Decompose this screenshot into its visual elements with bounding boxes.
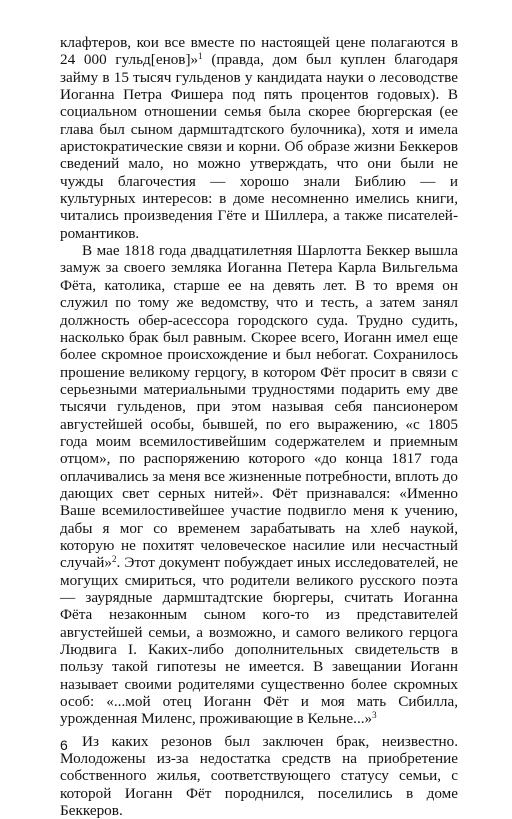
- footnote-ref-3[interactable]: 3: [372, 710, 377, 721]
- footnote-ref-1[interactable]: 1: [198, 51, 203, 62]
- footnote-ref-2[interactable]: 2: [112, 554, 117, 565]
- paragraph-1-text: клафтеров, кои все вместе по настоящей цене полагаются в 24 000 гульд[енов]»: [60, 34, 458, 69]
- paragraph-1-tail: (правда, дом был куплен благодаря займу в 15 тысяч гульденов у кандидата науки о лесоводстве Иоганна Петра Фишера под пять процентов годовых). В социальном отношении семья была скорее бюргерская (ее глава был сыном дармштадтского булочника), хотя и имела аристократические связи и корни. Об образе жизни Беккеров сведений мало, но можно утверждать, что они были не чужды благочестия — хорошо знали Библию — и культурных интересов: в доме несомненно имелись книги, читались произведения Гёте и Шиллера, а также писателей-романтиков.: [60, 51, 458, 242]
- page-number: 6: [60, 737, 68, 753]
- paragraph-2: [60, 242, 458, 728]
- paragraph-2-text: В мае 1818 года двадцатилетняя Шарлотта Беккер вышла замуж за своего земляка Иоганна Петера Карла Вильгельма Фёта, католика, старше ее на девять лет. В то время он служил по тому же ведомству, что и тесть, а затем занял должность обер-асессора городского суда. Трудно судить, насколько брак был равным. Скорее всего, Иоганн имел еще более скромное происхождение и был небогат. Сохранилось прошение великому герцогу, в котором Фёт просит в связи с серьезными материальными трудностями подарить ему две тысячи гульденов, при этом называя себя пансионером августейшей особы, бывшей, по его выражению, «с 1805 года моим всемилостивейшим содержателем и приемным отцом», по распоряжению которого «до конца 1817 года оплачивались за меня все жизненные потребности, вплоть до дающих свет серных нитей». Фёт признавался: «Именно Ваше всемилостивейшее участие подвигло меня к учению, дабы я мог со временем зарабатывать на хлеб наукой, которую не похитят человеческое насилие или несчастный случай»: [60, 242, 458, 572]
- paragraph-2-tail: . Этот документ побуждает иных исследователей, не могущих смириться, что родители великого русского поэта — заурядные дармштадтские бюргеры, считать Иоганна Фёта незаконным сыном кого-то из представителей августейшей семьи, а возможно, и самого великого герцога Людвига I. Каких-либо дополнительных свидетельств в пользу такой гипотезы не имеется. В завещании Иоганн называет своими родителями существенно более скромных особ: «...мой отец Иоганн Фёт и моя мать Сибилла, урожденная Миленс, проживающие в Кельне...»: [60, 554, 458, 728]
- paragraph-3-text: Из каких резонов был заключен брак, неизвестно. Молодожены из-за недостатка средств на приобретение собственного жилья, соответствующего статусу семьи, с которой Иоганн Фёт породнился, поселились в доме Беккеров.: [60, 732, 458, 819]
- paragraph-3: [60, 733, 458, 819]
- page-body: [60, 34, 458, 819]
- paragraph-1: [60, 34, 458, 242]
